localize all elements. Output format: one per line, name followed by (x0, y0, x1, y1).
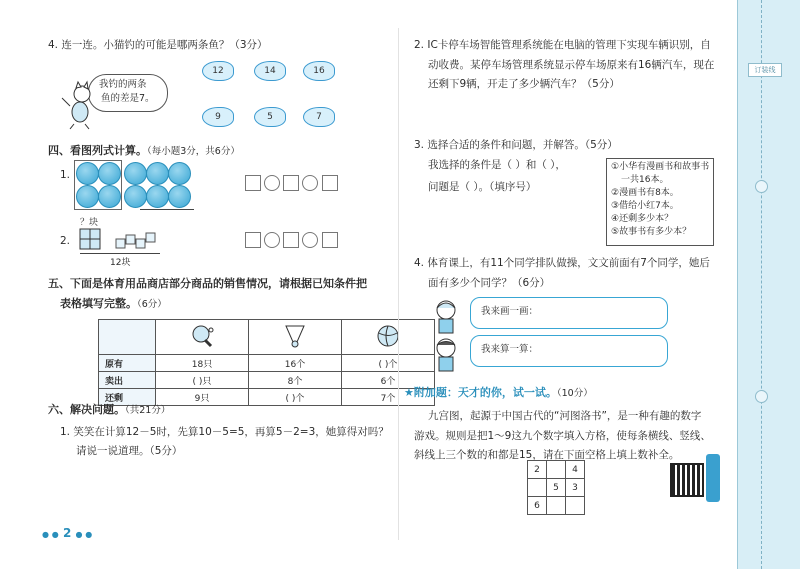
table-cell: 7个 (342, 389, 435, 406)
cat-speech-line2: 鱼的差是7。 (101, 93, 155, 104)
fish-7[interactable]: 7 (303, 107, 335, 127)
grid-cell-blank[interactable] (547, 461, 566, 479)
item2-brace (80, 253, 160, 254)
q3-option-2: ②漫画书有8本。 (611, 188, 679, 198)
grid-cell-blank[interactable] (528, 479, 547, 497)
total-blocks-label: 12块 (110, 258, 131, 268)
section5-title-line2 (60, 297, 167, 312)
shuttlecock-icon (249, 320, 342, 355)
gift-and-blocks-icon (78, 225, 160, 251)
item2-box2[interactable] (283, 232, 299, 248)
q3-question: 问题是（ ）。（填序号） (428, 181, 537, 193)
table-cell: 9只 (156, 389, 249, 406)
item2-box1[interactable] (245, 232, 261, 248)
q3-option-1-cont: 一共16本。 (621, 175, 669, 185)
section6-title (48, 403, 170, 418)
grid-cell: 6 (528, 497, 547, 515)
q3-option-1: ①小华有漫画书和故事书 (611, 162, 710, 172)
item1-op2-circle[interactable] (302, 175, 318, 191)
table-cell-blank[interactable]: ( )个 (342, 355, 435, 372)
bonus-score: （10分） (556, 388, 593, 399)
bonus-line3: 斜线上三个数的和都是15，请在下面空格上填上数补全。 (414, 449, 680, 461)
item2-op-circle[interactable] (264, 232, 280, 248)
calc-label: 我来算一算： (481, 344, 539, 355)
cat-speech-bubble (88, 74, 168, 112)
fish-14[interactable]: 14 (254, 61, 286, 81)
q3-option-3: ③借给小红7本。 (611, 201, 679, 211)
q3-title: 3. 选择合适的条件和问题，并解答。（5分） (414, 139, 618, 151)
q2-line2: 动收费。某停车场管理系统显示停车场原来有16辆汽车，现在 (428, 59, 715, 71)
basketball-group (74, 160, 202, 208)
section4-item2-label: 2. (60, 235, 71, 247)
page-number-text: 2 (62, 526, 72, 540)
bonus-title (404, 386, 593, 401)
unknown-blocks-label: ？块 (80, 218, 99, 228)
binding-tag: 订装线 (748, 63, 782, 77)
section5-title-line1: 五、下面是体育用品商店部分商品的销售情况，请根据已知条件把 (48, 277, 367, 290)
column-divider (398, 28, 399, 540)
table-row (99, 355, 435, 372)
q4-match-title: 4. 连一连。小猫钓的可能是哪两条鱼？（3分） (48, 39, 268, 51)
bonus-line2: 游戏。规则是把1～9这九个数字填入方格，使每条横线、竖线、 (414, 430, 711, 442)
item1-box1[interactable] (245, 175, 261, 191)
q3-options-box (606, 158, 714, 246)
section4-item1-label: 1. (60, 169, 71, 181)
q3-option-5: ⑤故事书有多少本？ (611, 227, 692, 237)
binding-hole-icon (755, 390, 768, 403)
bonus-title-text: ★附加题：天才的你，试一试。 (404, 386, 557, 399)
qr-code-icon[interactable] (670, 463, 704, 497)
sales-table (98, 319, 435, 406)
row-label-remaining: 还剩 (99, 389, 156, 406)
item1-result-box[interactable] (322, 175, 338, 191)
binding-line (761, 0, 762, 569)
q4-line1: 4. 体育课上，有11个同学排队做操，文文前面有7个同学，她后 (414, 257, 710, 269)
section5-title-line2-text: 表格填写完整。 (60, 297, 137, 310)
cat-speech-line1: 我钓的两条 (99, 79, 147, 90)
q3-option-4: ④还剩多少本？ (611, 214, 674, 224)
section4-note: （每小题3分，共6分） (147, 146, 240, 157)
boy-icon (428, 336, 464, 372)
table-cell-blank[interactable]: ( )只 (156, 372, 249, 389)
table-cell: 6个 (342, 372, 435, 389)
volleyball-icon (342, 320, 435, 355)
table-row (99, 372, 435, 389)
girl-icon (428, 298, 464, 334)
table-cell: 16个 (249, 355, 342, 372)
grid-cell: 5 (547, 479, 566, 497)
qr-scan-tag-icon (706, 454, 720, 502)
item1-brace (140, 209, 194, 210)
section6-q1-line1: 1. 笑笑在计算12－5时，先算10－5=5，再算5－2=3，她算得对吗？ (60, 426, 389, 438)
item2-result-box[interactable] (322, 232, 338, 248)
q2-line1: 2. IC卡停车场智能管理系统能在电脑的管理下实现车辆识别，自 (414, 39, 711, 51)
fish-16[interactable]: 16 (303, 61, 335, 81)
table-cell-blank[interactable]: ( )个 (249, 389, 342, 406)
q2-line3: 还剩下9辆，开走了多少辆汽车？（5分） (428, 78, 620, 90)
magic-square-grid (527, 460, 585, 515)
row-label-original: 原有 (99, 355, 156, 372)
q4-line2: 面有多少个同学？（6分） (428, 277, 551, 289)
grid-cell: 3 (566, 479, 585, 497)
section4-title-text: 四、看图列式计算。 (48, 144, 147, 157)
page-number: ● ● 2 ● ● (42, 526, 93, 540)
section6-q1-line2: 请说一说道理。（5分） (76, 445, 183, 457)
q3-condition: 我选择的条件是（ ）和（ ）， (428, 159, 566, 171)
calc-answer-bubble[interactable] (470, 335, 668, 367)
grid-cell: 2 (528, 461, 547, 479)
section5-score: （6分） (137, 299, 167, 310)
item1-op-circle[interactable] (264, 175, 280, 191)
fish-12[interactable]: 12 (202, 61, 234, 81)
section4-title (48, 144, 240, 159)
row-label-sold: 卖出 (99, 372, 156, 389)
binding-sidebar (737, 0, 800, 569)
section6-score: （共21分） (125, 405, 171, 416)
table-cell: 8个 (249, 372, 342, 389)
table-cell: 18只 (156, 355, 249, 372)
pingpong-paddle-icon (156, 320, 249, 355)
fish-9[interactable]: 9 (202, 107, 234, 127)
fish-5[interactable]: 5 (254, 107, 286, 127)
draw-label: 我来画一画： (481, 306, 539, 317)
fishing-cat-icon (60, 80, 96, 130)
section6-title-text: 六、解决问题。 (48, 403, 125, 416)
bonus-line1: 九宫图，起源于中国古代的“河图洛书”，是一种有趣的数字 (428, 410, 702, 422)
binding-hole-icon (755, 180, 768, 193)
grid-cell: 4 (566, 461, 585, 479)
draw-answer-bubble[interactable] (470, 297, 668, 329)
grid-cell-blank[interactable] (547, 497, 566, 515)
item2-op2-circle[interactable] (302, 232, 318, 248)
item1-box2[interactable] (283, 175, 299, 191)
grid-cell-blank[interactable] (566, 497, 585, 515)
